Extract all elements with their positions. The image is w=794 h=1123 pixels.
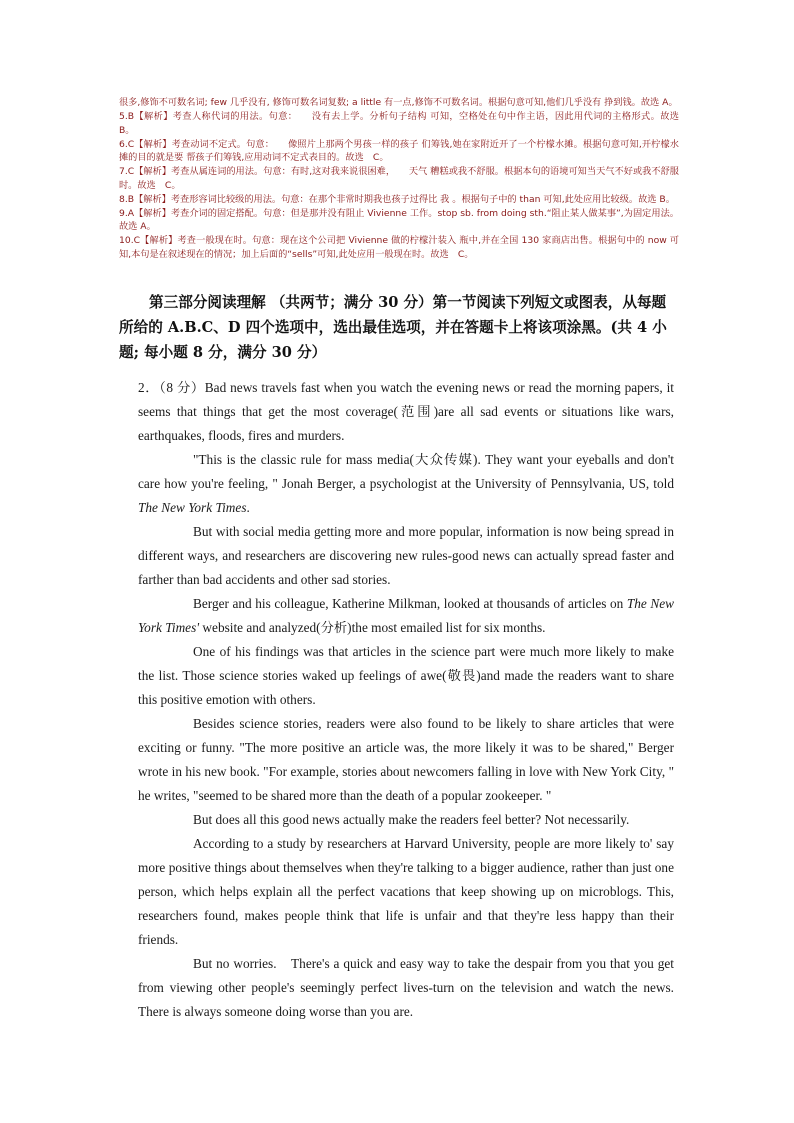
- explanation-note: 7.C【解析】考查从属连词的用法。句意：有时,这对我来说很困难， 天气 糟糕或我不舒服。根据本句的语境可知当天气不好或我不舒服时。故选 C。: [119, 166, 679, 191]
- explanation-note: 5.B【解析】考查人称代词的用法。句意： 没有去上学。分析句子结构 可知，空格处在句中作主语，因此用代词的主格形式。故选 B。: [119, 111, 689, 136]
- paragraph-text: .: [246, 500, 250, 515]
- explanation-note: 6.C【解析】考查动词不定式。句意： 像照片上那两个男孩一样的孩子 们筹钱,她在家附近开了一个柠檬水摊。根据句意可知,开柠檬水摊的目的就是要 帮孩子们筹钱,应用动词不定式表目的。故选 C。: [119, 138, 679, 163]
- answer-explanations: [119, 96, 689, 262]
- question-number: 2．（8 分）: [138, 380, 205, 395]
- section-heading: 第三部分阅读理解 （共两节；满分 30 分）第一节阅读下列短文或图表，从每题所给的 A.B.C、D 四个选项中，选出最佳选项，并在答题卡上将该项涂黑。(共 4 小题; 每小题 8 分，满分 30 分）: [119, 294, 667, 361]
- passage-paragraph: But no worries. There's a quick and easy way to take the despair from you that you get from viewing other people's seemingly perfect lives-turn on the television and watch the news. There is always someone doing worse than you are.: [138, 956, 688, 1019]
- reading-passage: [138, 376, 688, 1024]
- explanation-note: 9.A【解析】考查介词的固定搭配。句意：但是那并没有阻止 Vivienne 工作。stop sb. from doing sth.“阻止某人做某事”,为固定用法。故选 A。: [119, 207, 679, 232]
- passage-paragraph: Besides science stories, readers were also found to be likely to share articles that were exciting or funny. "The more positive an article was, the more likely it was to be shared," Berger wrote in his new book. "For example, stories about newcomers falling in love with New York City, " he writes, "seemed to be shared more than the death of a popular zookeeper. ": [138, 716, 674, 803]
- paragraph-text: Berger and his colleague, Katherine Milkman, looked at thousands of articles on: [193, 596, 627, 611]
- explanation-note: 8.B【解析】考查形容词比较级的用法。句意：在那个非常时期我也孩子过得比 我 。根据句子中的 than 可知,此处应用比较级。故选 B。: [119, 193, 675, 205]
- paragraph-text: "This is the classic rule for mass media(大众传媒). They want your eyeballs and don't care how you're feeling, " Jonah Berger, a psychologist at the University of Pennsylvania, US, told: [138, 452, 674, 491]
- passage-paragraph: One of his findings was that articles in the science part were much more likely to make the list. Those science stories waked up feelings of awe(敬畏)and made the readers want to share this positive emotion with others.: [138, 644, 674, 707]
- passage-paragraph: [138, 376, 674, 448]
- newspaper-title: The New York Times': [138, 596, 674, 635]
- passage-paragraph: [138, 592, 674, 640]
- explanation-note: 很多,修饰不可数名词; few 几乎没有, 修饰可数名词复数; a little 有一点,修饰不可数名词。根据句意可知,他们几乎没有 挣到钱。故选 A。: [119, 97, 678, 108]
- passage-paragraph: But does all this good news actually make the readers feel better? Not necessarily.: [193, 812, 630, 827]
- newspaper-title: The New York Times: [138, 500, 247, 515]
- paragraph-text: Bad news travels fast when you watch the evening news or read the morning papers, it seems that things that get the most coverage(范围)are all sad events or situations like wars, earthquakes, floods, fires and murders.: [138, 380, 674, 443]
- passage-paragraph: According to a study by researchers at Harvard University, people are more likely to' say more positive things about themselves when they're talking to a bigger audience, rather than just one person, which helps explain all the perfect vacations that keep showing up on microblogs. This, researchers found, makes people think that life is unfair and that they're less happy than their friends.: [138, 836, 674, 947]
- paragraph-text: website and analyzed(分析)the most emailed list for six months.: [199, 620, 546, 635]
- passage-paragraph: But with social media getting more and more popular, information is now being spread in different ways, and researchers are discovering new rules-good news can actually spread faster and farther than bad accidents and other sad stories.: [138, 524, 674, 587]
- explanation-note: 10.C【解析】考查一般现在时。句意：现在这个公司把 Vivienne 做的柠檬汁装入 瓶中,并在全国 130 家商店出售。根据句中的 now 可知,本句是在叙述现在的情况；加上后面的“sells”可知,此处应用一般现在时。故选 C。: [119, 235, 679, 260]
- passage-paragraph: [138, 448, 674, 520]
